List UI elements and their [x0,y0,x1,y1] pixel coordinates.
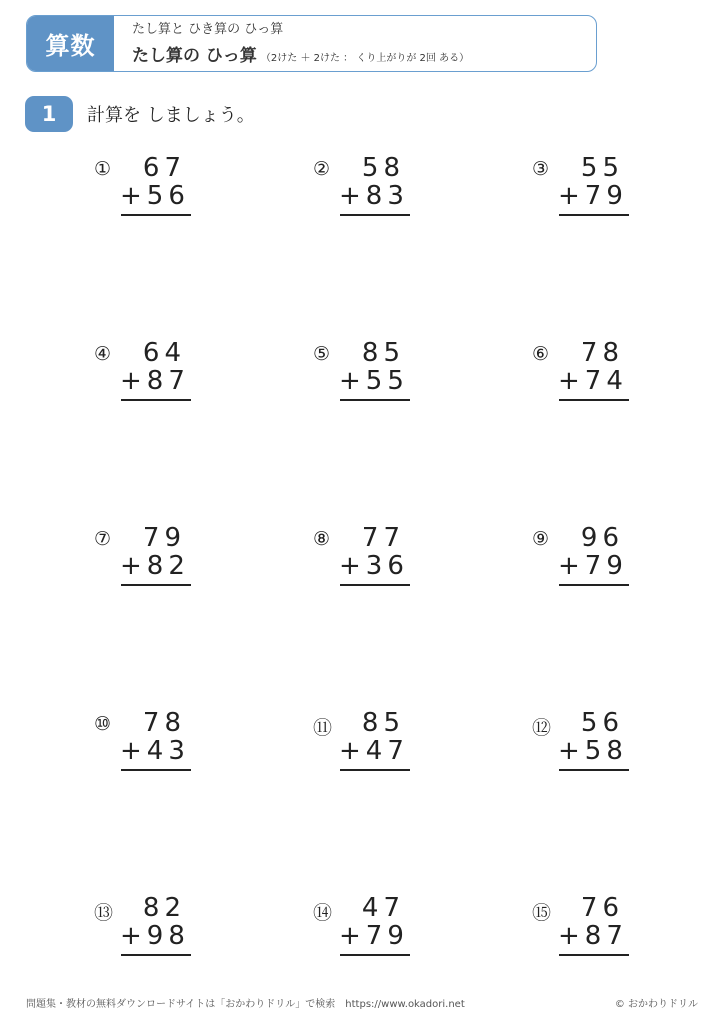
problem-11 [313,708,493,782]
top-number: 82 [142,893,186,923]
answer-line [340,769,410,771]
instruction-text: 計算を しましょう。 [87,105,255,126]
top-number: 56 [580,708,624,738]
problem-12 [532,708,712,782]
top-number: 55 [580,153,624,183]
problem-number: ⑨ [532,528,550,550]
top-number: 79 [142,523,186,553]
answer-line [340,214,410,216]
top-number: 78 [142,708,186,738]
top-number: 67 [142,153,186,183]
problem-3 [532,153,712,227]
bottom-number: +55 [339,366,409,396]
answer-line [559,399,629,401]
bottom-number: +36 [339,551,409,581]
problem-13 [94,893,274,967]
bottom-number: +79 [558,181,628,211]
answer-line [121,584,191,586]
answer-line [121,954,191,956]
series-title: たし算と ひき算の ひっ算 [132,22,284,37]
answer-line [121,769,191,771]
problem-5 [313,338,493,412]
bottom-number: +83 [339,181,409,211]
answer-line [559,214,629,216]
bottom-number: +58 [558,736,628,766]
problem-8 [313,523,493,597]
problem-number: ④ [94,343,112,365]
problem-9 [532,523,712,597]
problem-1 [94,153,274,227]
bottom-number: +98 [120,921,190,951]
top-number: 85 [361,338,405,368]
answer-line [340,954,410,956]
bottom-number: +47 [339,736,409,766]
section-number-badge: 1 [25,96,73,132]
top-number: 64 [142,338,186,368]
main-title: たし算の ひっ算 [132,46,257,66]
answer-line [559,954,629,956]
top-number: 58 [361,153,405,183]
problem-number: ① [94,158,112,180]
problem-number: ⑥ [532,343,550,365]
problem-15 [532,893,712,967]
problem-number: ⑫ [532,717,552,739]
answer-line [559,769,629,771]
bottom-number: +79 [558,551,628,581]
top-number: 96 [580,523,624,553]
top-number: 76 [580,893,624,923]
answer-line [121,214,191,216]
problem-number: ③ [532,158,550,180]
footer-promo-text: 問題集・教材の無料ダウンロードサイトは「おかわりドリル」で検索 https://www.okadori.net [26,999,465,1010]
problem-number: ② [313,158,331,180]
problem-number: ⑭ [313,902,333,924]
problem-number: ⑦ [94,528,112,550]
problem-condition: （2けた ＋ 2けた ： くり上がりが 2回 ある） [260,53,470,64]
problem-number: ⑪ [313,717,333,739]
main-title-row [132,41,590,66]
problem-number: ⑤ [313,343,331,365]
bottom-number: +87 [558,921,628,951]
header-text [132,22,590,66]
bottom-number: +87 [120,366,190,396]
problem-number: ⑧ [313,528,331,550]
answer-line [121,399,191,401]
top-number: 78 [580,338,624,368]
section-heading [25,96,255,132]
answer-line [340,399,410,401]
bottom-number: +79 [339,921,409,951]
problem-10 [94,708,274,782]
problem-number: ⑮ [532,902,552,924]
problem-14 [313,893,493,967]
problem-number: ⑩ [94,713,112,735]
bottom-number: +43 [120,736,190,766]
answer-line [340,584,410,586]
bottom-number: +74 [558,366,628,396]
top-number: 85 [361,708,405,738]
problem-6 [532,338,712,412]
bottom-number: +82 [120,551,190,581]
problem-number: ⑬ [94,902,114,924]
problem-4 [94,338,274,412]
answer-line [559,584,629,586]
top-number: 47 [361,893,405,923]
subject-badge: 算数 [27,16,114,71]
problem-2 [313,153,493,227]
worksheet-header [26,15,597,72]
problem-7 [94,523,274,597]
bottom-number: +56 [120,181,190,211]
top-number: 77 [361,523,405,553]
footer-copyright: © おかわりドリル [614,999,698,1010]
